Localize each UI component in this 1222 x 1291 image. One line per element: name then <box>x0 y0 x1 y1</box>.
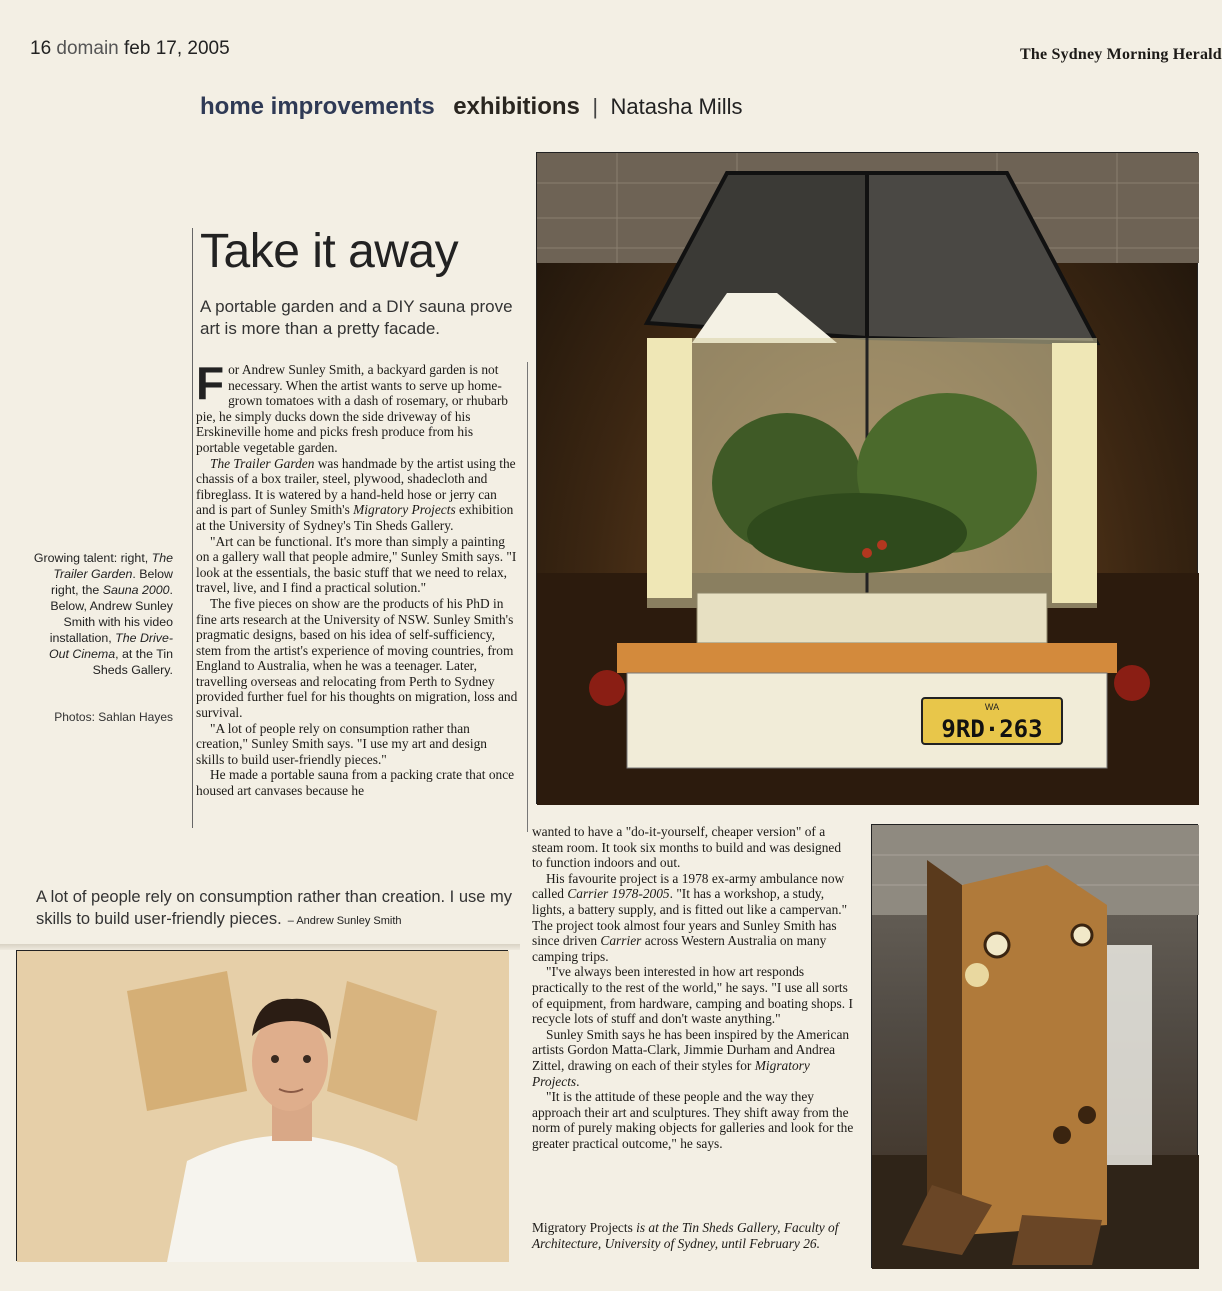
drop-cap: F <box>196 357 225 409</box>
work-title: Migratory Projects <box>532 1057 810 1089</box>
planter-box <box>697 593 1047 643</box>
paragraph <box>196 357 518 456</box>
section-bar <box>200 93 743 121</box>
paragraph-text: was handmade by the artist using the chassis of a box trailer, steel, plywood, shadecloth and fibreglass. It is watered by a hand-held hose or jerry can and is part of Sunley Smith's <box>196 455 516 518</box>
headline: Take it away <box>200 225 459 278</box>
paragraph: The five pieces on show are the products of his PhD in fine arts research at the University of NSW. Sunley Smith's pragmatic designs, based on his idea of self-sufficiency, stem from the artist's experience of moving countries, from England to Australia, when he was a teenager. Later, travelling overseas and relocating from Perth to Sydney provided further fuel for his thoughts on migration, loss and survival. <box>196 595 518 721</box>
sauna-photo <box>871 824 1198 1268</box>
page-number: 16 <box>30 38 52 59</box>
issue-date: feb 17, 2005 <box>124 38 230 59</box>
photo-credit: Photos: Sahlan Hayes <box>54 710 173 724</box>
page-folio <box>30 38 230 60</box>
trailer-deck <box>617 643 1117 673</box>
paragraph: "A lot of people rely on consumption rather than creation," Sunley Smith says. "I use my art and design skills to build user-friendly pieces." <box>196 720 487 767</box>
caption-text: . Below, Andrew Sunley Smith with his video installation, <box>49 583 173 645</box>
exhibition-details: is at the Tin Sheds Gallery, Faculty of Architecture, University of Sydney, until February 26. <box>532 1220 839 1251</box>
work-title: Carrier 1978-2005 <box>567 886 670 902</box>
paragraph <box>532 1027 854 1089</box>
article-column-2 <box>532 824 854 1151</box>
sauna-illustration <box>872 825 1199 1269</box>
pull-quote <box>36 886 516 932</box>
paragraph-text: exhibition at the University of Sydney's Tin Sheds Gallery. <box>196 502 514 533</box>
caption-title: The Drive-Out Cinema <box>49 631 173 661</box>
pull-quote-text: A lot of people rely on consumption rather than creation. I use my skills to build user-friendly pieces. <box>36 888 513 928</box>
plate-number: 9RD·263 <box>941 715 1043 743</box>
paragraph-text: . <box>576 1073 580 1089</box>
paragraph: "I've always been interested in how art responds practically to the rest of the world," he says. "I use all sorts of equipment, from hardware, camping and boating shops. I recycle lots of stuff and don't waste anything." <box>532 964 853 1027</box>
artist-portrait-photo <box>16 950 508 1261</box>
paragraph-text: His favourite project is a 1978 ex-army ambulance now called <box>532 870 845 902</box>
tail-light-right <box>1114 665 1150 701</box>
column-rule <box>527 362 528 832</box>
portrait-illustration <box>17 951 509 1262</box>
work-title: Migratory Projects <box>353 502 456 518</box>
paragraph <box>532 871 854 965</box>
paragraph-text: or Andrew Sunley Smith, a backyard garden is not necessary. When the artist wants to serve up home-grown tomatoes with a dash of rosemary, or rhubarb pie, he simply ducks down the side driveway of his Erskineville home and picks fresh produce from his portable vegetable garden. <box>196 362 508 455</box>
open-door <box>927 860 962 1235</box>
separator: | <box>592 94 599 119</box>
exhibition-credit <box>532 1220 854 1251</box>
section-home-improvements: home improvements <box>200 93 435 120</box>
section-name: domain <box>56 38 119 59</box>
photo-caption <box>30 550 173 678</box>
work-title: The Trailer Garden <box>210 455 315 471</box>
byline: Natasha Mills <box>610 94 743 119</box>
paragraph-text: Sunley Smith says he has been inspired by the American artists Gordon Matta-Clark, Jimmie Durham and Andrea Zittel, drawing on each of their styles for <box>532 1026 850 1073</box>
standfirst: A portable garden and a DIY sauna prove art is more than a pretty facade. <box>200 297 513 338</box>
paragraph: wanted to have a "do-it-yourself, cheaper version" of a steam room. It took six months to build and was designed to function indoors and out. <box>532 824 842 871</box>
caption-title: The Trailer Garden <box>53 551 173 581</box>
paragraph: "Art can be functional. It's more than simply a painting on a gallery wall that people admire," Sunley Smith says. "I look at the essentials, the basic stuff that we need to relax, travel, live, and I find a practical solution." <box>196 533 517 596</box>
article-column-1 <box>196 357 518 799</box>
tail-light-left <box>589 670 625 706</box>
projected-chair <box>127 971 247 1111</box>
left-post <box>647 338 692 598</box>
paragraph-text: . "It has a workshop, a study, lights, a battery supply, and is fitted out like a campervan." The project took almost four years and Sunley Smith has since driven <box>532 886 848 949</box>
paragraph <box>196 456 518 534</box>
left-rule <box>192 228 193 828</box>
exhibition-title: Migratory Projects <box>532 1220 633 1235</box>
right-post <box>1052 343 1097 603</box>
caption-text: Growing talent: right, <box>33 551 152 565</box>
sauna-crate <box>962 865 1107 1235</box>
paragraph: He made a portable sauna from a packing crate that once housed art canvases because he <box>196 767 515 799</box>
caption-title: Sauna 2000 <box>102 583 170 597</box>
paragraph: "It is the attitude of these people and the way they approach their art and sculptures. They shift away from the norm of purely making objects for galleries and look for the greater practical outcome," he says. <box>532 1089 854 1151</box>
plate-state: WA <box>984 702 1000 712</box>
paragraph-text: across Western Australia on many camping trips. <box>532 933 827 964</box>
pull-quote-attribution: – Andrew Sunley Smith <box>287 915 402 927</box>
trailer-garden-illustration <box>537 153 1199 805</box>
towel <box>1107 945 1152 1165</box>
section-exhibitions: exhibitions <box>453 93 580 120</box>
masthead: The Sydney Morning Herald <box>1020 46 1222 63</box>
work-title: Carrier <box>600 933 642 949</box>
caption-text: , at the Tin Sheds Gallery. <box>92 647 173 677</box>
trailer-garden-photo <box>536 152 1198 804</box>
caption-text: . Below right, the <box>51 567 173 597</box>
